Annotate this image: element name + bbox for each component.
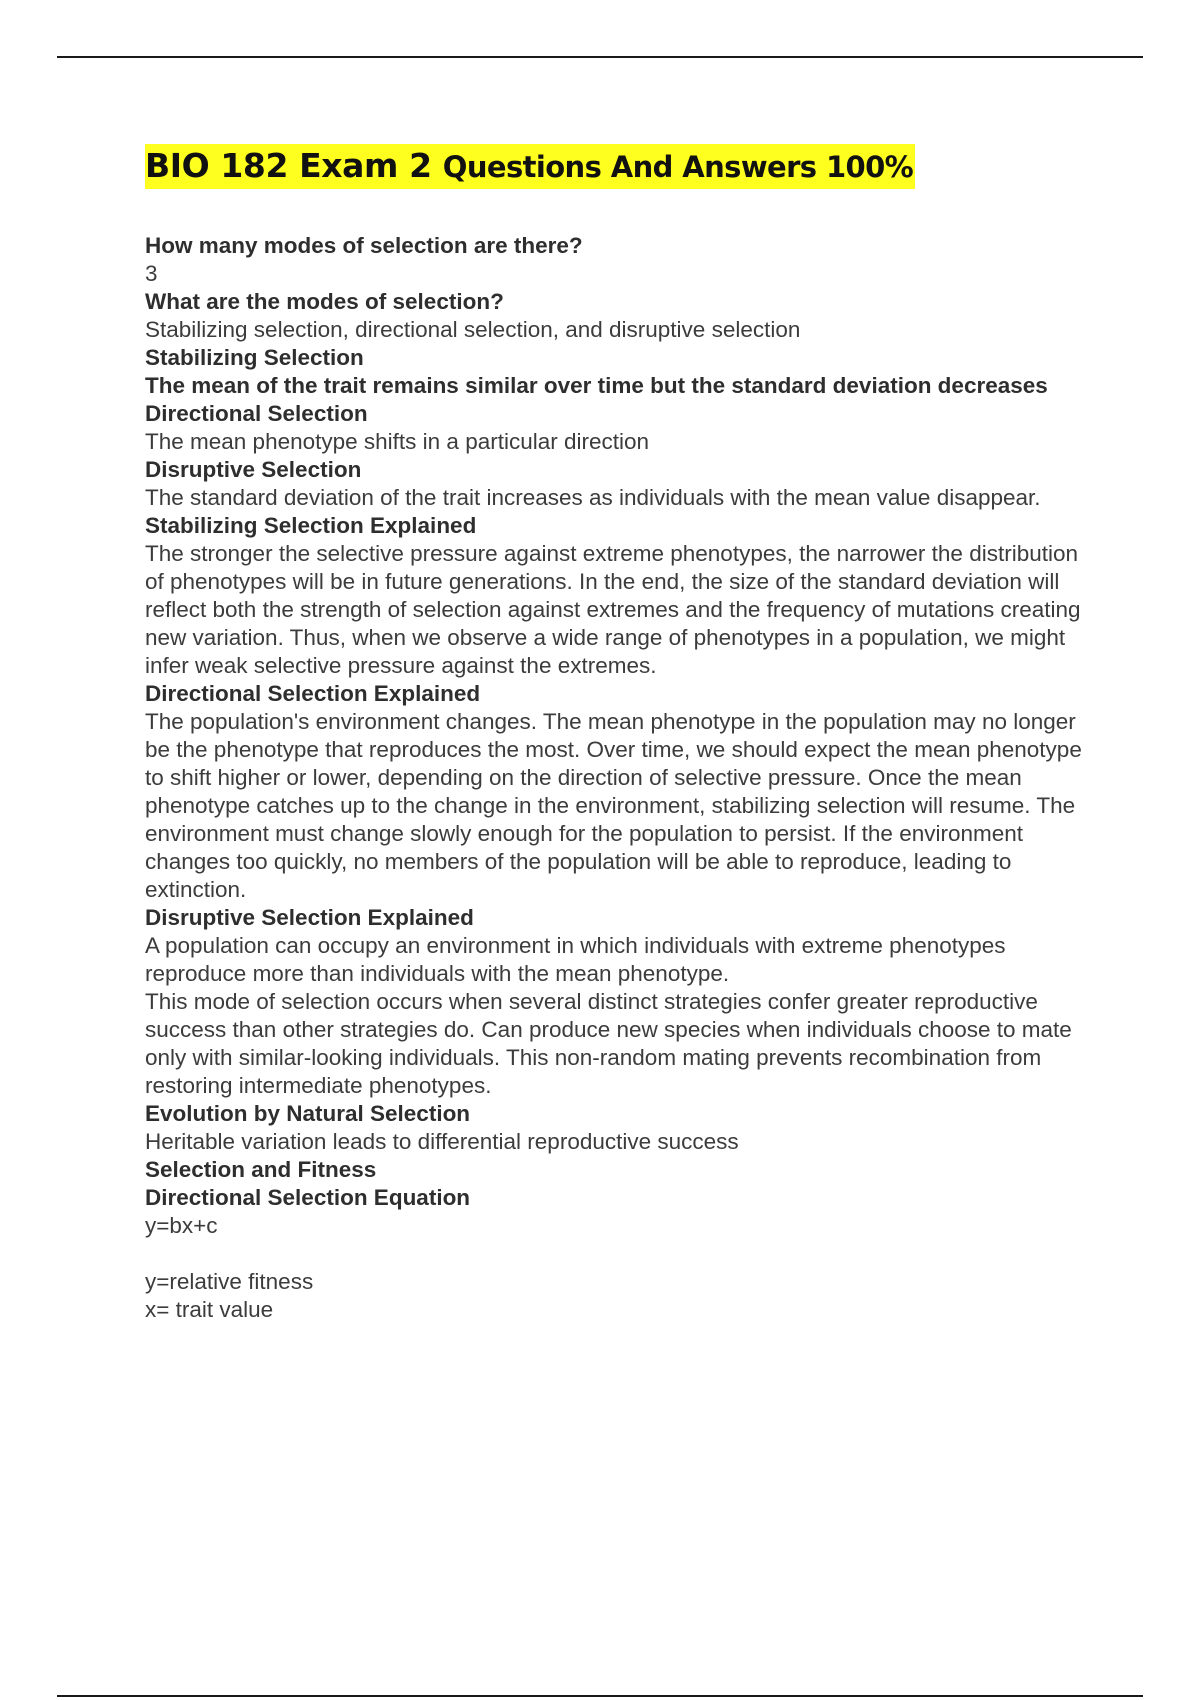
- question: Selection and Fitness: [145, 1157, 377, 1182]
- question: Evolution by Natural Selection: [145, 1101, 471, 1126]
- question: How many modes of selection are there?: [145, 233, 583, 258]
- title-course: BIO 182 Exam 2: [145, 146, 443, 185]
- top-rule: [57, 56, 1143, 58]
- question: Directional Selection Equation: [145, 1185, 471, 1210]
- question: Disruptive Selection: [145, 457, 362, 482]
- blank-line: [145, 1240, 1095, 1268]
- question: What are the modes of selection?: [145, 289, 504, 314]
- question: Directional Selection: [145, 401, 368, 426]
- answer: The stronger the selective pressure against extreme phenotypes, the narrower the distribution of phenotypes will be in future generations. In the end, the size of the standard deviation will reflect both the strength of selection against extremes and the frequency of mutations creating new variation. Thus, when we observe a wide range of phenotypes in a population, we might infer weak selective pressure against the extremes.: [145, 541, 1081, 678]
- answer: 3: [145, 261, 158, 286]
- question: Directional Selection Explained: [145, 681, 481, 706]
- answer: Heritable variation leads to differential reproductive success: [145, 1129, 739, 1154]
- document-title: [145, 144, 915, 189]
- question: Stabilizing Selection Explained: [145, 513, 477, 538]
- title-subtitle: Questions And Answers 100%: [442, 150, 914, 184]
- answer: This mode of selection occurs when several distinct strategies confer greater reproductive success than other strategies do. Can produce new species when individuals choose to mate only with similar-looking individuals. This non-random mating prevents recombination from restoring intermediate phenotypes.: [145, 989, 1072, 1098]
- answer: Stabilizing selection, directional selection, and disruptive selection: [145, 317, 801, 342]
- question: Disruptive Selection Explained: [145, 905, 474, 930]
- answer: The mean of the trait remains similar over time but the standard deviation decreases: [145, 373, 1048, 398]
- answer: A population can occupy an environment in which individuals with extreme phenotypes reproduce more than individuals with the mean phenotype.: [145, 933, 1006, 986]
- answer: y=relative fitness: [145, 1269, 314, 1294]
- qa-content: [145, 232, 1095, 1324]
- question: Stabilizing Selection: [145, 345, 364, 370]
- answer: The mean phenotype shifts in a particular direction: [145, 429, 650, 454]
- bottom-rule: [57, 1695, 1143, 1697]
- answer: The standard deviation of the trait increases as individuals with the mean value disappear.: [145, 485, 1041, 510]
- answer: x= trait value: [145, 1297, 274, 1322]
- answer: y=bx+c: [145, 1213, 218, 1238]
- answer: The population's environment changes. The mean phenotype in the population may no longer be the phenotype that reproduces the most. Over time, we should expect the mean phenotype to shift higher or lower, depending on the direction of selective pressure. Once the mean phenotype catches up to the change in the environment, stabilizing selection will resume. The environment must change slowly enough for the population to persist. If the environment changes too quickly, no members of the population will be able to reproduce, leading to extinction.: [145, 709, 1082, 902]
